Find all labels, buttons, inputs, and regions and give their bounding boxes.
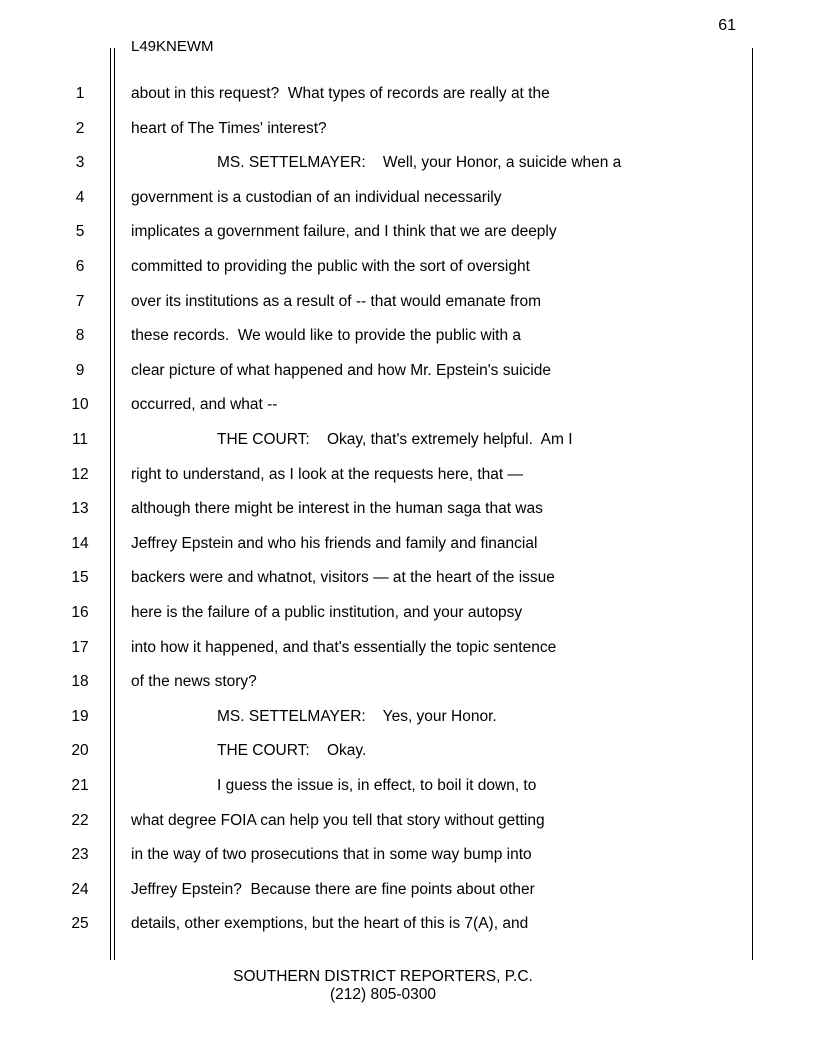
line-number: 12: [71, 465, 89, 483]
line-text: of the news story?: [131, 673, 257, 691]
line-text: I guess the issue is, in effect, to boil it down, to: [217, 777, 537, 794]
transcript-line: [0, 395, 816, 415]
line-text: these records. We would like to provide the public with a: [131, 327, 521, 345]
line-text: in the way of two prosecutions that in some way bump into: [131, 846, 532, 864]
line-number: 7: [75, 292, 85, 310]
case-id: L49KNEWM: [131, 38, 214, 55]
transcript-line: [0, 257, 816, 277]
line-number: 21: [71, 777, 89, 794]
line-number: 22: [71, 811, 89, 829]
line-text: THE COURT: Okay, that's extremely helpful. Am I: [217, 431, 573, 448]
line-number: 24: [71, 880, 89, 898]
transcript-line: [0, 499, 816, 519]
transcript-line: [0, 845, 816, 865]
line-number: 6: [75, 258, 85, 275]
footer-reporter: SOUTHERN DISTRICT REPORTERS, P.C.: [233, 968, 533, 985]
line-text: details, other exemptions, but the heart of this is 7(A), and: [131, 915, 529, 933]
line-number: 10: [71, 396, 89, 414]
transcript-line: [0, 188, 816, 208]
line-text: occurred, and what --: [131, 396, 278, 414]
line-text: although there might be interest in the human saga that was: [131, 500, 543, 518]
transcript-line: [0, 568, 816, 588]
line-text: here is the failure of a public institution, and your autopsy: [131, 604, 523, 621]
transcript-line: [0, 914, 816, 934]
transcript-line: [0, 672, 816, 692]
line-text: what degree FOIA can help you tell that story without getting: [131, 811, 545, 829]
line-text: backers were and whatnot, visitors — at the heart of the issue: [131, 569, 555, 587]
line-number: 20: [71, 742, 89, 760]
line-number: 4: [75, 188, 85, 206]
line-text: right to understand, as I look at the requests here, that —: [131, 465, 524, 483]
line-number: 8: [75, 327, 85, 345]
line-text: heart of The Times' interest?: [131, 119, 327, 137]
transcript-line: [0, 326, 816, 346]
transcript-line: [0, 84, 816, 104]
footer-phone: (212) 805-0300: [330, 986, 436, 1003]
line-text: government is a custodian of an individual necessarily: [131, 188, 502, 206]
transcript-line: [0, 707, 816, 727]
line-number: 11: [71, 431, 89, 448]
line-text: over its institutions as a result of -- that would emanate from: [131, 292, 542, 310]
line-text: THE COURT: Okay.: [217, 742, 367, 760]
transcript-line: [0, 361, 816, 381]
transcript-line: [0, 153, 816, 173]
page-number: 61: [718, 17, 736, 34]
line-number: 25: [71, 915, 89, 933]
line-number: 3: [75, 154, 85, 172]
line-number: 15: [71, 569, 89, 587]
line-number: 2: [75, 119, 85, 137]
line-text: Jeffrey Epstein and who his friends and family and financial: [131, 534, 538, 552]
line-number: 18: [71, 673, 89, 691]
transcript-line: [0, 638, 816, 658]
transcript-line: [0, 465, 816, 485]
transcript-line: [0, 776, 816, 796]
line-number: 19: [71, 707, 89, 725]
transcript-line: [0, 603, 816, 623]
line-number: 16: [71, 604, 89, 621]
line-text: implicates a government failure, and I think that we are deeply: [131, 223, 557, 241]
line-number: 1: [75, 85, 85, 102]
line-number: 13: [71, 500, 89, 518]
line-text: Jeffrey Epstein? Because there are fine points about other: [131, 880, 535, 898]
line-number: 9: [75, 361, 85, 379]
line-text: committed to providing the public with the sort of oversight: [131, 258, 530, 275]
transcript-line: [0, 119, 816, 139]
line-number: 5: [75, 223, 85, 241]
transcript-line: [0, 811, 816, 831]
line-text: MS. SETTELMAYER: Yes, your Honor.: [217, 707, 497, 725]
line-text: clear picture of what happened and how Mr. Epstein's suicide: [131, 361, 551, 379]
transcript-line: [0, 430, 816, 450]
line-text: MS. SETTELMAYER: Well, your Honor, a suicide when a: [217, 154, 622, 172]
line-number: 14: [71, 534, 89, 552]
transcript-line: [0, 741, 816, 761]
line-text: into how it happened, and that's essentially the topic sentence: [131, 638, 557, 656]
line-number: 23: [71, 846, 89, 864]
transcript-line: [0, 534, 816, 554]
transcript-line: [0, 222, 816, 242]
line-text: about in this request? What types of records are really at the: [131, 85, 550, 102]
transcript-line: [0, 880, 816, 900]
line-number: 17: [71, 638, 89, 656]
transcript-line: [0, 292, 816, 312]
footer: [0, 968, 766, 1004]
